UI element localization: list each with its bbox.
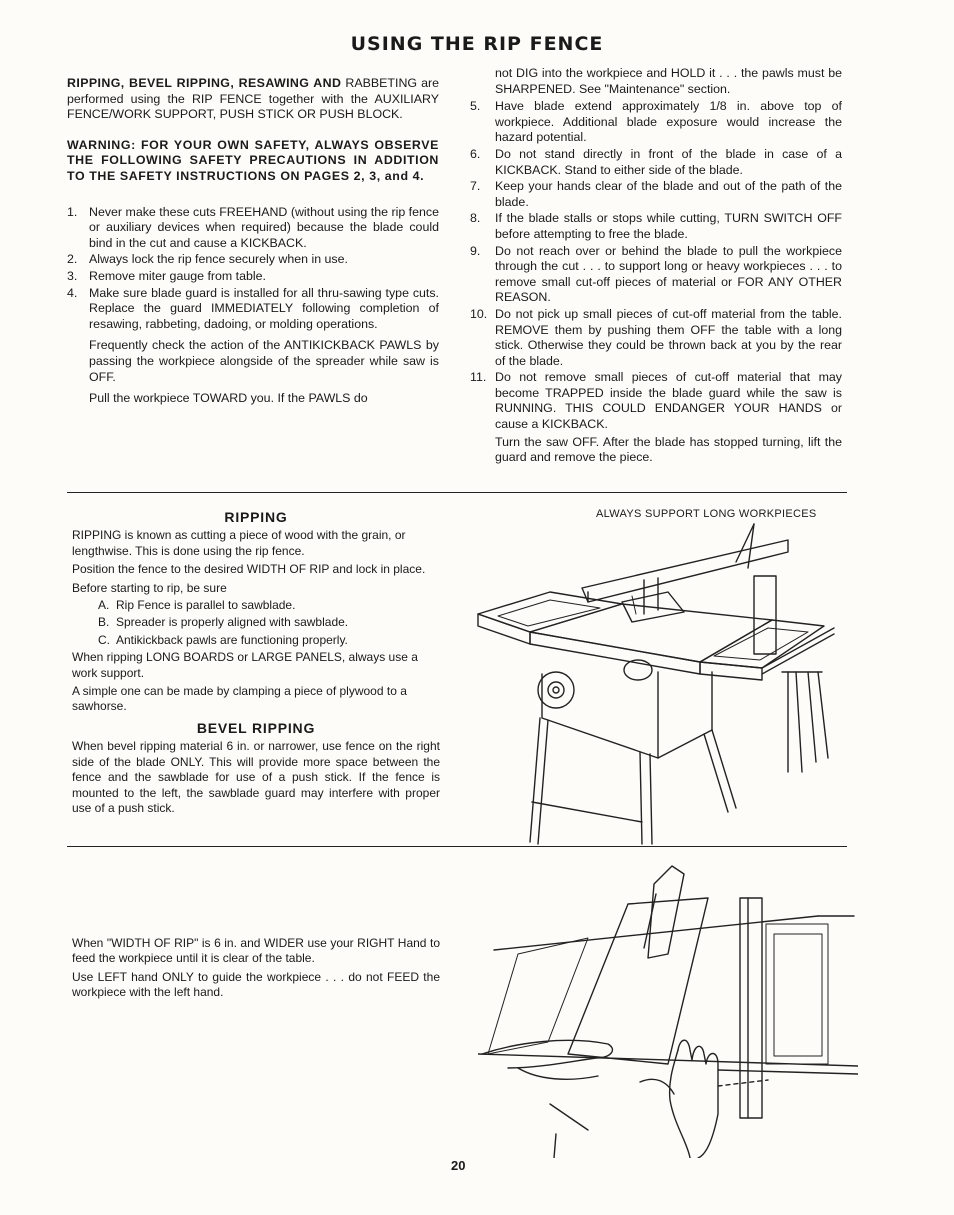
item11-sub: Turn the saw OFF. After the blade has stopped turning, lift the guard and remove the piece. — [495, 434, 842, 465]
left-top-column — [67, 76, 439, 408]
figure1-caption: ALWAYS SUPPORT LONG WORKPIECES — [596, 508, 817, 520]
list-item: A. Rip Fence is parallel to sawblade. — [98, 598, 296, 613]
hands-feeding-illustration — [478, 854, 858, 1158]
list-item: 4. Make sure blade guard is installed for all thru-sawing type cuts. Replace the guard IMMEDIATELY following completion of resawing, rabbeting, dadoing, or molding operations. Frequently check the action of the ANTIKICKBACK PAWLS by passing the workpiece alongside of the spreader while saw is OFF. Pull the workpiece TOWARD you. If the PAWLS do — [67, 285, 439, 406]
list-item: C. Antikickback pawls are functioning properly. — [98, 632, 348, 647]
bevel-p1: When bevel ripping material 6 in. or narrower, use fence on the right side of the blade ONLY. This will provide more space between the fence and the sawblade for use of a push stick. If the fence is mounted to the left, the sawblade guard may interfere with proper use of a push stick. — [72, 739, 440, 815]
divider-top — [67, 492, 847, 493]
ripping-p1: RIPPING is known as cutting a piece of wood with the grain, or lengthwise. This is done using the rip fence. — [72, 528, 406, 558]
table-saw-illustration — [472, 522, 842, 848]
bevel-heading: BEVEL RIPPING — [196, 719, 316, 736]
continued-text: not DIG into the workpiece and HOLD it . . . the pawls must be SHARPENED. See "Maintenance" section. — [495, 66, 842, 96]
list-item: 2. Always lock the rip fence securely when in use. — [67, 252, 348, 267]
list-item: 6. Do not stand directly in front of the blade in case of a KICKBACK. Stand to either side of the blade. — [470, 146, 842, 177]
ripping-p5: A simple one can be made by clamping a piece of plywood to a sawhorse. — [72, 684, 407, 714]
list-item: 11. Do not remove small pieces of cut-off material that may become TRAPPED inside the blade guard while the saw is RUNNING. THIS COULD ENDANGER YOUR HANDS or cause a KICKBACK. Turn the saw OFF. After the blade has stopped turning, lift the guard and remove the piece. — [470, 370, 842, 465]
page-title: USING THE RIP FENCE — [350, 33, 604, 55]
precautions-list-left — [67, 205, 439, 407]
warning-text: WARNING: FOR YOUR OWN SAFETY, ALWAYS OBSERVE THE FOLLOWING SAFETY PRECAUTIONS IN ADDITION TO THE SAFETY INSTRUCTIONS ON PAGES 2, 3, and 4. — [67, 137, 439, 183]
list-item: 3. Remove miter gauge from table. — [67, 268, 266, 283]
ripping-p2: Position the fence to the desired WIDTH OF RIP and lock in place. — [72, 562, 426, 577]
list-item: 1. Never make these cuts FREEHAND (without using the rip fence or auxiliary devices when required) because the blade could bind in the cut and cause a KICKBACK. — [67, 204, 439, 250]
intro-text: RABBETING are performed using the RIP FENCE together with the AUXILIARY FENCE/WORK SUPPORT, PUSH STICK OR PUSH BLOCK. — [67, 76, 439, 122]
width-p2: Use LEFT hand ONLY to guide the workpiece . . . do not FEED the workpiece with the left hand. — [72, 969, 440, 1000]
ripping-p3: Before starting to rip, be sure — [72, 580, 227, 595]
list-item: 9. Do not reach over or behind the blade to pull the workpiece through the cut . . . to support long or heavy workpieces . . . to remove small cut-off pieces of material or FOR ANY OTHER REASON. — [470, 243, 842, 305]
width-of-rip-section — [72, 936, 440, 1001]
ripping-p4: When ripping LONG BOARDS or LARGE PANELS, always use a work support. — [72, 650, 418, 680]
intro-paragraph — [67, 76, 439, 123]
item4-sub-2: Pull the workpiece TOWARD you. If the PAWLS do — [89, 391, 368, 406]
list-item: 5. Have blade extend approximately 1/8 in. above top of workpiece. Additional blade exposure would increase the hazard potential. — [470, 99, 842, 145]
width-p1: When "WIDTH OF RIP" is 6 in. and WIDER use your RIGHT Hand to feed the workpiece until it is clear of the table. — [72, 936, 440, 966]
precautions-list-right — [470, 99, 842, 466]
list-item: 7. Keep your hands clear of the blade and out of the path of the blade. — [470, 179, 842, 209]
list-item: 10. Do not pick up small pieces of cut-off material from the table. REMOVE them by pushing them OFF the table with a long stick. Otherwise they could be thrown back at you by the rear of the blade. — [470, 306, 842, 368]
list-item: B. Spreader is properly aligned with sawblade. — [98, 615, 349, 630]
ripping-checklist — [72, 598, 440, 648]
page-number: 20 — [451, 1158, 466, 1173]
list-item: 8. If the blade stalls or stops while cutting, TURN SWITCH OFF before attempting to free the blade. — [470, 211, 842, 241]
item4-sub-1: Frequently check the action of the ANTIKICKBACK PAWLS by passing the workpiece alongside of the spreader while saw is OFF. — [89, 338, 439, 384]
divider-bottom — [67, 846, 847, 847]
ripping-section — [72, 510, 440, 816]
ripping-heading: RIPPING — [224, 509, 288, 525]
right-top-column — [470, 66, 842, 467]
intro-heading: RIPPING, BEVEL RIPPING, RESAWING AND — [67, 76, 342, 90]
